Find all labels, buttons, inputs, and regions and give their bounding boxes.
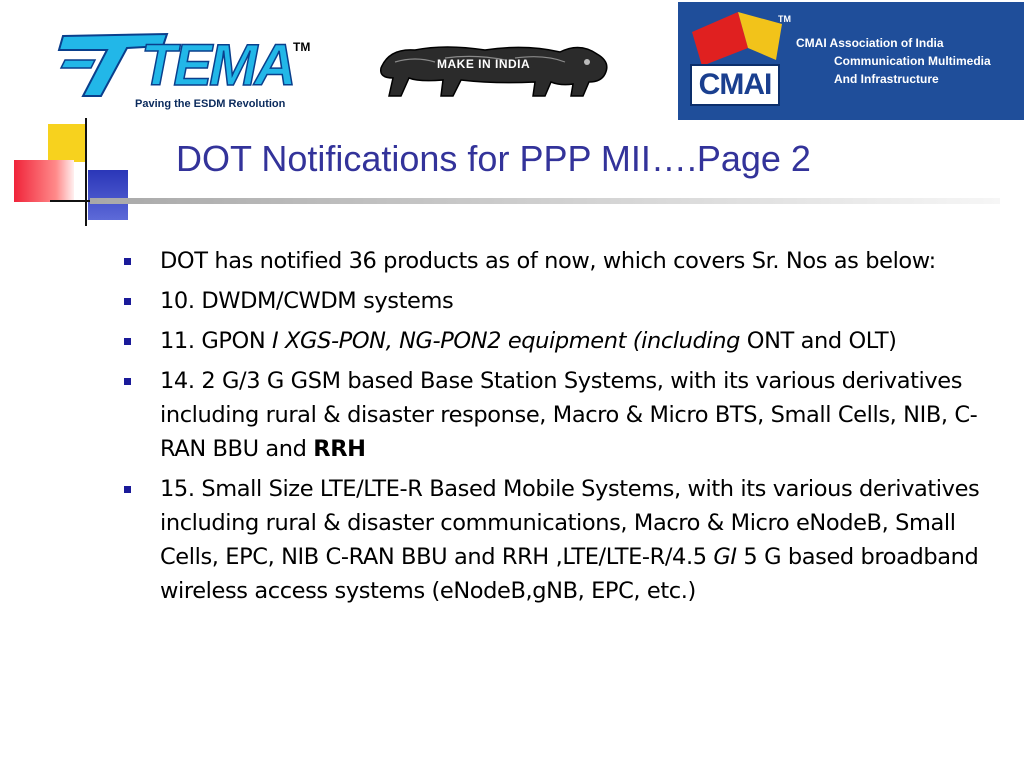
bullet-item bbox=[120, 364, 990, 466]
tema-tagline: Paving the ESDM Revolution bbox=[135, 98, 286, 110]
bullet-text: 15. Small Size LTE/LTE-R Based Mobile Systems, with its various derivatives including rural & disaster communications, Macro & Micro eNodeB, Small Cells, EPC, NIB C-RAN BBU and RRH ,LTE/LTE-R/4.5 bbox=[160, 476, 980, 570]
bullet-item bbox=[120, 324, 990, 358]
bullet-text: 10. DWDM/CWDM systems bbox=[160, 288, 454, 314]
bullet-text: 14. 2 G/3 G GSM based Base Station Systems, with its various derivatives including rural & disaster response, Macro & Micro BTS, Small Cells, NIB, C-RAN BBU and bbox=[160, 368, 978, 462]
bullet-list bbox=[120, 244, 990, 614]
bullet-text: 5 G based broadband wireless access systems (eNodeB,gNB, EPC, etc.) bbox=[160, 544, 979, 604]
bullet-text-italic: I XGS-PON, NG-PON2 equipment (including bbox=[272, 328, 741, 354]
bullet-square-icon bbox=[124, 258, 131, 265]
bullet-square-icon bbox=[124, 486, 131, 493]
bullet-square-icon bbox=[124, 378, 131, 385]
cmai-line-3: And Infrastructure bbox=[834, 72, 939, 86]
bullet-square-icon bbox=[124, 298, 131, 305]
tema-trademark: TM bbox=[293, 40, 311, 54]
cmai-line-2: Communication Multimedia bbox=[834, 54, 991, 68]
cmai-line-1: CMAI Association of India bbox=[796, 36, 944, 50]
tema-wordmark: TEMA bbox=[141, 33, 294, 98]
bullet-text: ONT and OLT) bbox=[740, 328, 897, 354]
cmai-logo bbox=[678, 2, 1024, 120]
bullet-text: 11. GPON bbox=[160, 328, 273, 354]
bullet-text-italic: GI bbox=[713, 544, 737, 570]
bullet-item bbox=[120, 472, 990, 608]
cmai-badge bbox=[690, 64, 780, 106]
bullet-square-icon bbox=[124, 338, 131, 345]
make-in-india-text: MAKE IN INDIA bbox=[437, 57, 531, 71]
bullet-text: DOT has notified 36 products as of now, which covers Sr. Nos as below: bbox=[160, 248, 936, 274]
slide-title: DOT Notifications for PPP MII….Page 2 bbox=[176, 138, 811, 179]
decor-blue-square bbox=[88, 170, 128, 220]
decor-vertical-line bbox=[85, 118, 87, 226]
bullet-item bbox=[120, 284, 990, 318]
make-in-india-logo bbox=[375, 38, 615, 100]
cmai-trademark: TM bbox=[778, 14, 791, 24]
bullet-text-bold: RRH bbox=[313, 436, 366, 462]
tema-logo bbox=[55, 30, 325, 115]
decor-yellow-square bbox=[48, 124, 86, 162]
title-divider bbox=[90, 198, 1000, 204]
bullet-item bbox=[120, 244, 990, 278]
decor-red-square bbox=[14, 160, 74, 202]
cmai-badge-text: CMAI bbox=[698, 68, 772, 101]
